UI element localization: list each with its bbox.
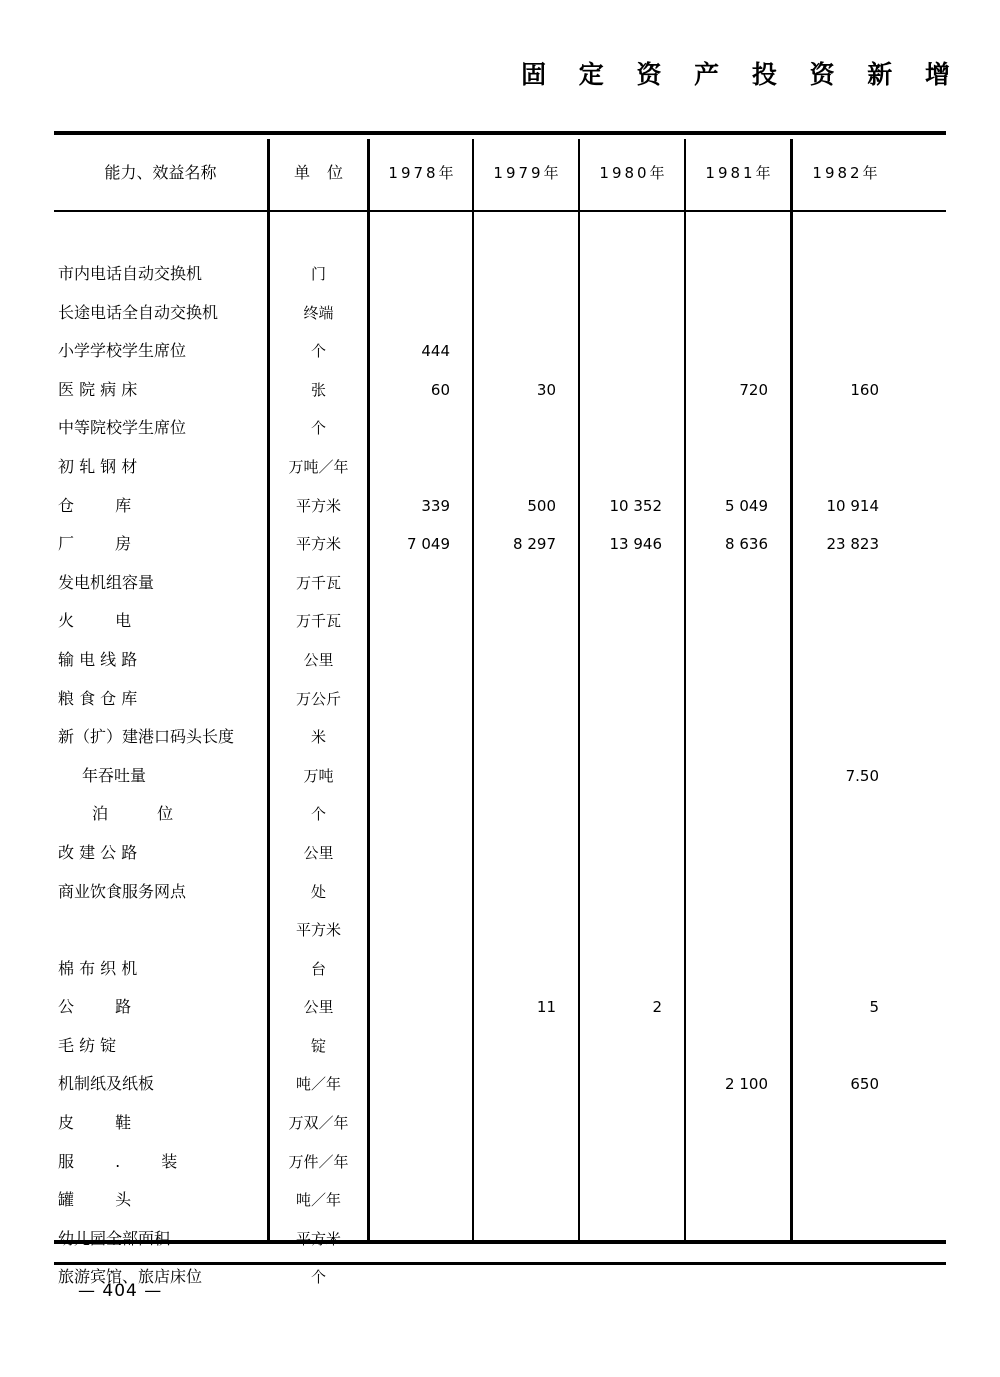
- header-year-1981: 1981年: [705, 164, 774, 182]
- row-value: [686, 564, 790, 603]
- row-value: [686, 795, 790, 834]
- table-row: [54, 834, 946, 873]
- row-value: [370, 1143, 472, 1182]
- table-row: [54, 680, 946, 719]
- row-label: 市内电话自动交换机: [58, 264, 203, 283]
- row-value: [370, 1027, 472, 1066]
- table-row: [54, 564, 946, 603]
- row-unit: 台: [310, 959, 326, 978]
- row-value: [793, 332, 897, 371]
- row-label: 厂 房: [58, 534, 150, 554]
- row-value: [474, 873, 578, 912]
- row-unit: 门: [310, 265, 326, 283]
- row-label: 服 . 装: [58, 1151, 196, 1171]
- row-value: [370, 641, 472, 680]
- row-unit: 吨／年: [295, 1191, 341, 1210]
- row-value: [580, 718, 684, 757]
- row-value: [580, 950, 684, 989]
- row-value: 8 636: [725, 535, 768, 554]
- row-value: [580, 255, 684, 294]
- row-value: [370, 911, 472, 950]
- row-value: 10 352: [609, 496, 662, 515]
- row-unit: 处: [310, 882, 326, 901]
- row-value: [793, 834, 897, 873]
- row-label: 旅游宾馆、旅店床位: [58, 1267, 203, 1287]
- row-label: [54, 911, 259, 950]
- row-label: 仓 库: [58, 495, 150, 515]
- row-value: 444: [421, 342, 450, 361]
- row-value: [580, 1143, 684, 1182]
- row-unit: 个: [310, 342, 326, 361]
- table-row: [54, 602, 946, 641]
- row-value: [793, 641, 897, 680]
- row-value: 650: [850, 1075, 879, 1094]
- row-unit: 终端: [303, 303, 334, 322]
- row-value: [474, 950, 578, 989]
- row-unit: 个: [310, 1268, 326, 1287]
- row-value: [370, 1181, 472, 1220]
- row-value: [474, 680, 578, 719]
- row-value: [580, 564, 684, 603]
- header-year-1980: 1980年: [599, 164, 668, 182]
- row-value: [580, 795, 684, 834]
- row-value: [793, 950, 897, 989]
- row-label: 新（扩）建港口码头长度: [58, 727, 235, 747]
- row-value: [580, 757, 684, 796]
- row-value: [474, 448, 578, 487]
- row-label: 改 建 公 路: [58, 842, 138, 862]
- row-value: [580, 680, 684, 719]
- row-value: [474, 602, 578, 641]
- row-value: [474, 1104, 578, 1143]
- row-value: 2: [652, 998, 662, 1017]
- row-value: [370, 1104, 472, 1143]
- row-value: [686, 718, 790, 757]
- row-value: [686, 448, 790, 487]
- row-value: [793, 718, 897, 757]
- row-value: [793, 409, 897, 448]
- row-unit: 平方米: [295, 535, 341, 554]
- row-value: [793, 873, 897, 912]
- row-value: [474, 564, 578, 603]
- row-value: [474, 255, 578, 294]
- row-label: 幼儿园全部面积: [58, 1228, 171, 1248]
- row-value: [793, 1143, 897, 1182]
- table-row: [54, 950, 946, 989]
- row-value: [793, 294, 897, 333]
- table-row: [54, 294, 946, 333]
- row-value: [793, 448, 897, 487]
- row-value: 8 297: [513, 535, 556, 554]
- row-label: 中等院校学生席位: [58, 418, 187, 438]
- row-value: [580, 911, 684, 950]
- table-row: [54, 487, 946, 526]
- table-row: [54, 1027, 946, 1066]
- row-unit: 万千瓦: [295, 612, 341, 631]
- row-value: [370, 718, 472, 757]
- table-row: [54, 757, 946, 796]
- row-value: [686, 1220, 790, 1259]
- header-year-1982: 1982年: [812, 164, 881, 182]
- row-unit: 张: [310, 380, 326, 399]
- row-value: [580, 1027, 684, 1066]
- row-unit: 锭: [310, 1036, 326, 1055]
- table-row: [54, 1104, 946, 1143]
- row-value: [474, 1065, 578, 1104]
- row-value: [793, 1181, 897, 1220]
- row-value: [474, 795, 578, 834]
- table-row: [54, 795, 946, 834]
- table-header-rule: [54, 210, 946, 212]
- row-unit: 平方米: [295, 921, 341, 940]
- row-value: [686, 834, 790, 873]
- row-value: [580, 1065, 684, 1104]
- row-label: 皮 鞋: [58, 1113, 150, 1133]
- row-label: 粮 食 仓 库: [58, 688, 138, 708]
- table-row: [54, 409, 946, 448]
- row-value: [686, 409, 790, 448]
- table-row: [54, 911, 946, 950]
- row-value: 720: [739, 380, 768, 399]
- row-value: [686, 911, 790, 950]
- row-value: [793, 564, 897, 603]
- row-value: [370, 1065, 472, 1104]
- row-label: 医 院 病 床: [58, 379, 138, 399]
- row-value: 2 100: [725, 1075, 768, 1094]
- row-label: 年吞吐量: [82, 765, 147, 785]
- row-value: [370, 255, 472, 294]
- row-label: 商业饮食服务网点: [58, 881, 187, 901]
- table-row: [54, 988, 946, 1027]
- row-value: [580, 448, 684, 487]
- row-value: 7.50: [845, 766, 879, 785]
- row-value: [370, 950, 472, 989]
- table-top-rule: [54, 131, 946, 135]
- row-value: [793, 1104, 897, 1143]
- row-value: [474, 757, 578, 796]
- row-unit: 平方米: [295, 1229, 341, 1248]
- page-title: 固 定 资 产 投 资 新 增: [521, 60, 962, 89]
- row-unit: 公里: [303, 998, 334, 1017]
- row-unit: 万千瓦: [295, 573, 341, 592]
- row-label: 棉 布 织 机: [58, 958, 138, 978]
- row-value: [686, 332, 790, 371]
- table-row: [54, 1143, 946, 1182]
- row-value: [370, 757, 472, 796]
- row-label: 火 电: [58, 611, 150, 631]
- statistics-table: [54, 131, 946, 1287]
- table-row: [54, 641, 946, 680]
- row-value: [580, 294, 684, 333]
- row-label: 公 路: [58, 997, 150, 1017]
- row-value: 7 049: [407, 535, 450, 554]
- row-value: [370, 834, 472, 873]
- row-value: [474, 332, 578, 371]
- row-value: [474, 1181, 578, 1220]
- row-value: [370, 448, 472, 487]
- row-label: 泊 位: [92, 804, 196, 824]
- row-value: [370, 1220, 472, 1259]
- row-label: 小学学校学生席位: [58, 341, 187, 361]
- row-value: [370, 564, 472, 603]
- row-unit: 万吨: [303, 766, 334, 785]
- table-row: [54, 448, 946, 487]
- table-body: [54, 255, 946, 1297]
- row-unit: 万公斤: [295, 689, 341, 708]
- page-number: — 404 —: [78, 1281, 163, 1301]
- row-value: [686, 1143, 790, 1182]
- row-value: [474, 834, 578, 873]
- row-unit: 万双／年: [288, 1114, 349, 1133]
- row-value: [580, 371, 684, 410]
- row-value: 500: [527, 496, 556, 515]
- row-value: [580, 1220, 684, 1259]
- row-value: [474, 294, 578, 333]
- row-value: [793, 1220, 897, 1259]
- row-value: [474, 1143, 578, 1182]
- row-value: 11: [536, 998, 556, 1017]
- row-value: 339: [421, 496, 450, 515]
- table-row: [54, 371, 946, 410]
- row-value: [474, 641, 578, 680]
- row-value: [580, 641, 684, 680]
- table-row: [54, 718, 946, 757]
- row-value: [370, 294, 472, 333]
- row-value: [793, 255, 897, 294]
- row-value: 10 914: [826, 496, 879, 515]
- row-value: [793, 1027, 897, 1066]
- row-label: 毛 纺 锭: [58, 1035, 117, 1055]
- row-value: [580, 834, 684, 873]
- row-value: [474, 1220, 578, 1259]
- row-value: [686, 255, 790, 294]
- row-label: 机制纸及纸板: [58, 1074, 155, 1094]
- row-value: [686, 294, 790, 333]
- row-value: [686, 873, 790, 912]
- row-value: 5: [869, 998, 879, 1017]
- row-value: 160: [850, 380, 879, 399]
- row-unit: 万件／年: [288, 1152, 349, 1171]
- row-value: [686, 1104, 790, 1143]
- row-label: 罐 头: [58, 1190, 150, 1210]
- row-value: [474, 718, 578, 757]
- row-value: [686, 602, 790, 641]
- row-value: [793, 795, 897, 834]
- row-label: 长途电话全自动交换机: [58, 302, 219, 322]
- header-unit: 单 位: [293, 163, 350, 182]
- row-value: [580, 1181, 684, 1220]
- row-value: [686, 1181, 790, 1220]
- table-row: [54, 873, 946, 912]
- table-row: [54, 1220, 946, 1259]
- row-value: 30: [536, 380, 556, 399]
- row-value: [686, 988, 790, 1027]
- table-row: [54, 332, 946, 371]
- row-value: [793, 680, 897, 719]
- row-value: [370, 680, 472, 719]
- row-value: [580, 1104, 684, 1143]
- row-value: [370, 988, 472, 1027]
- table-row: [54, 1065, 946, 1104]
- row-value: [474, 911, 578, 950]
- table-row: [54, 1181, 946, 1220]
- row-label: 输 电 线 路: [58, 649, 138, 669]
- footer-rule: [54, 1262, 946, 1265]
- row-value: [686, 680, 790, 719]
- row-value: [793, 911, 897, 950]
- row-value: [686, 757, 790, 796]
- row-value: [370, 602, 472, 641]
- row-value: 60: [430, 380, 450, 399]
- table-row: [54, 525, 946, 564]
- header-year-1978: 1978年: [388, 164, 457, 182]
- row-unit: 个: [310, 805, 326, 824]
- row-value: [686, 641, 790, 680]
- row-value: [580, 602, 684, 641]
- header-year-1979: 1979年: [493, 164, 562, 182]
- row-unit: 公里: [303, 843, 334, 862]
- row-value: 13 946: [609, 535, 662, 554]
- row-unit: 公里: [303, 650, 334, 669]
- row-value: 5 049: [725, 496, 768, 515]
- row-value: 23 823: [826, 535, 879, 554]
- row-value: [474, 409, 578, 448]
- row-value: [370, 873, 472, 912]
- row-value: [686, 1027, 790, 1066]
- row-unit: 平方米: [295, 496, 341, 515]
- row-unit: 吨／年: [295, 1075, 341, 1094]
- row-unit: 米: [310, 728, 326, 747]
- row-value: [580, 873, 684, 912]
- row-value: [580, 409, 684, 448]
- table-row: [54, 255, 946, 294]
- row-unit: 万吨／年: [288, 457, 349, 476]
- row-value: [370, 795, 472, 834]
- header-name: 能力、效益名称: [104, 163, 217, 182]
- row-value: [793, 602, 897, 641]
- row-value: [686, 950, 790, 989]
- row-value: [474, 1027, 578, 1066]
- row-label: 初 轧 钢 材: [58, 456, 138, 476]
- row-value: [580, 332, 684, 371]
- row-value: [370, 409, 472, 448]
- row-label: 发电机组容量: [58, 572, 155, 592]
- row-unit: 个: [310, 419, 326, 438]
